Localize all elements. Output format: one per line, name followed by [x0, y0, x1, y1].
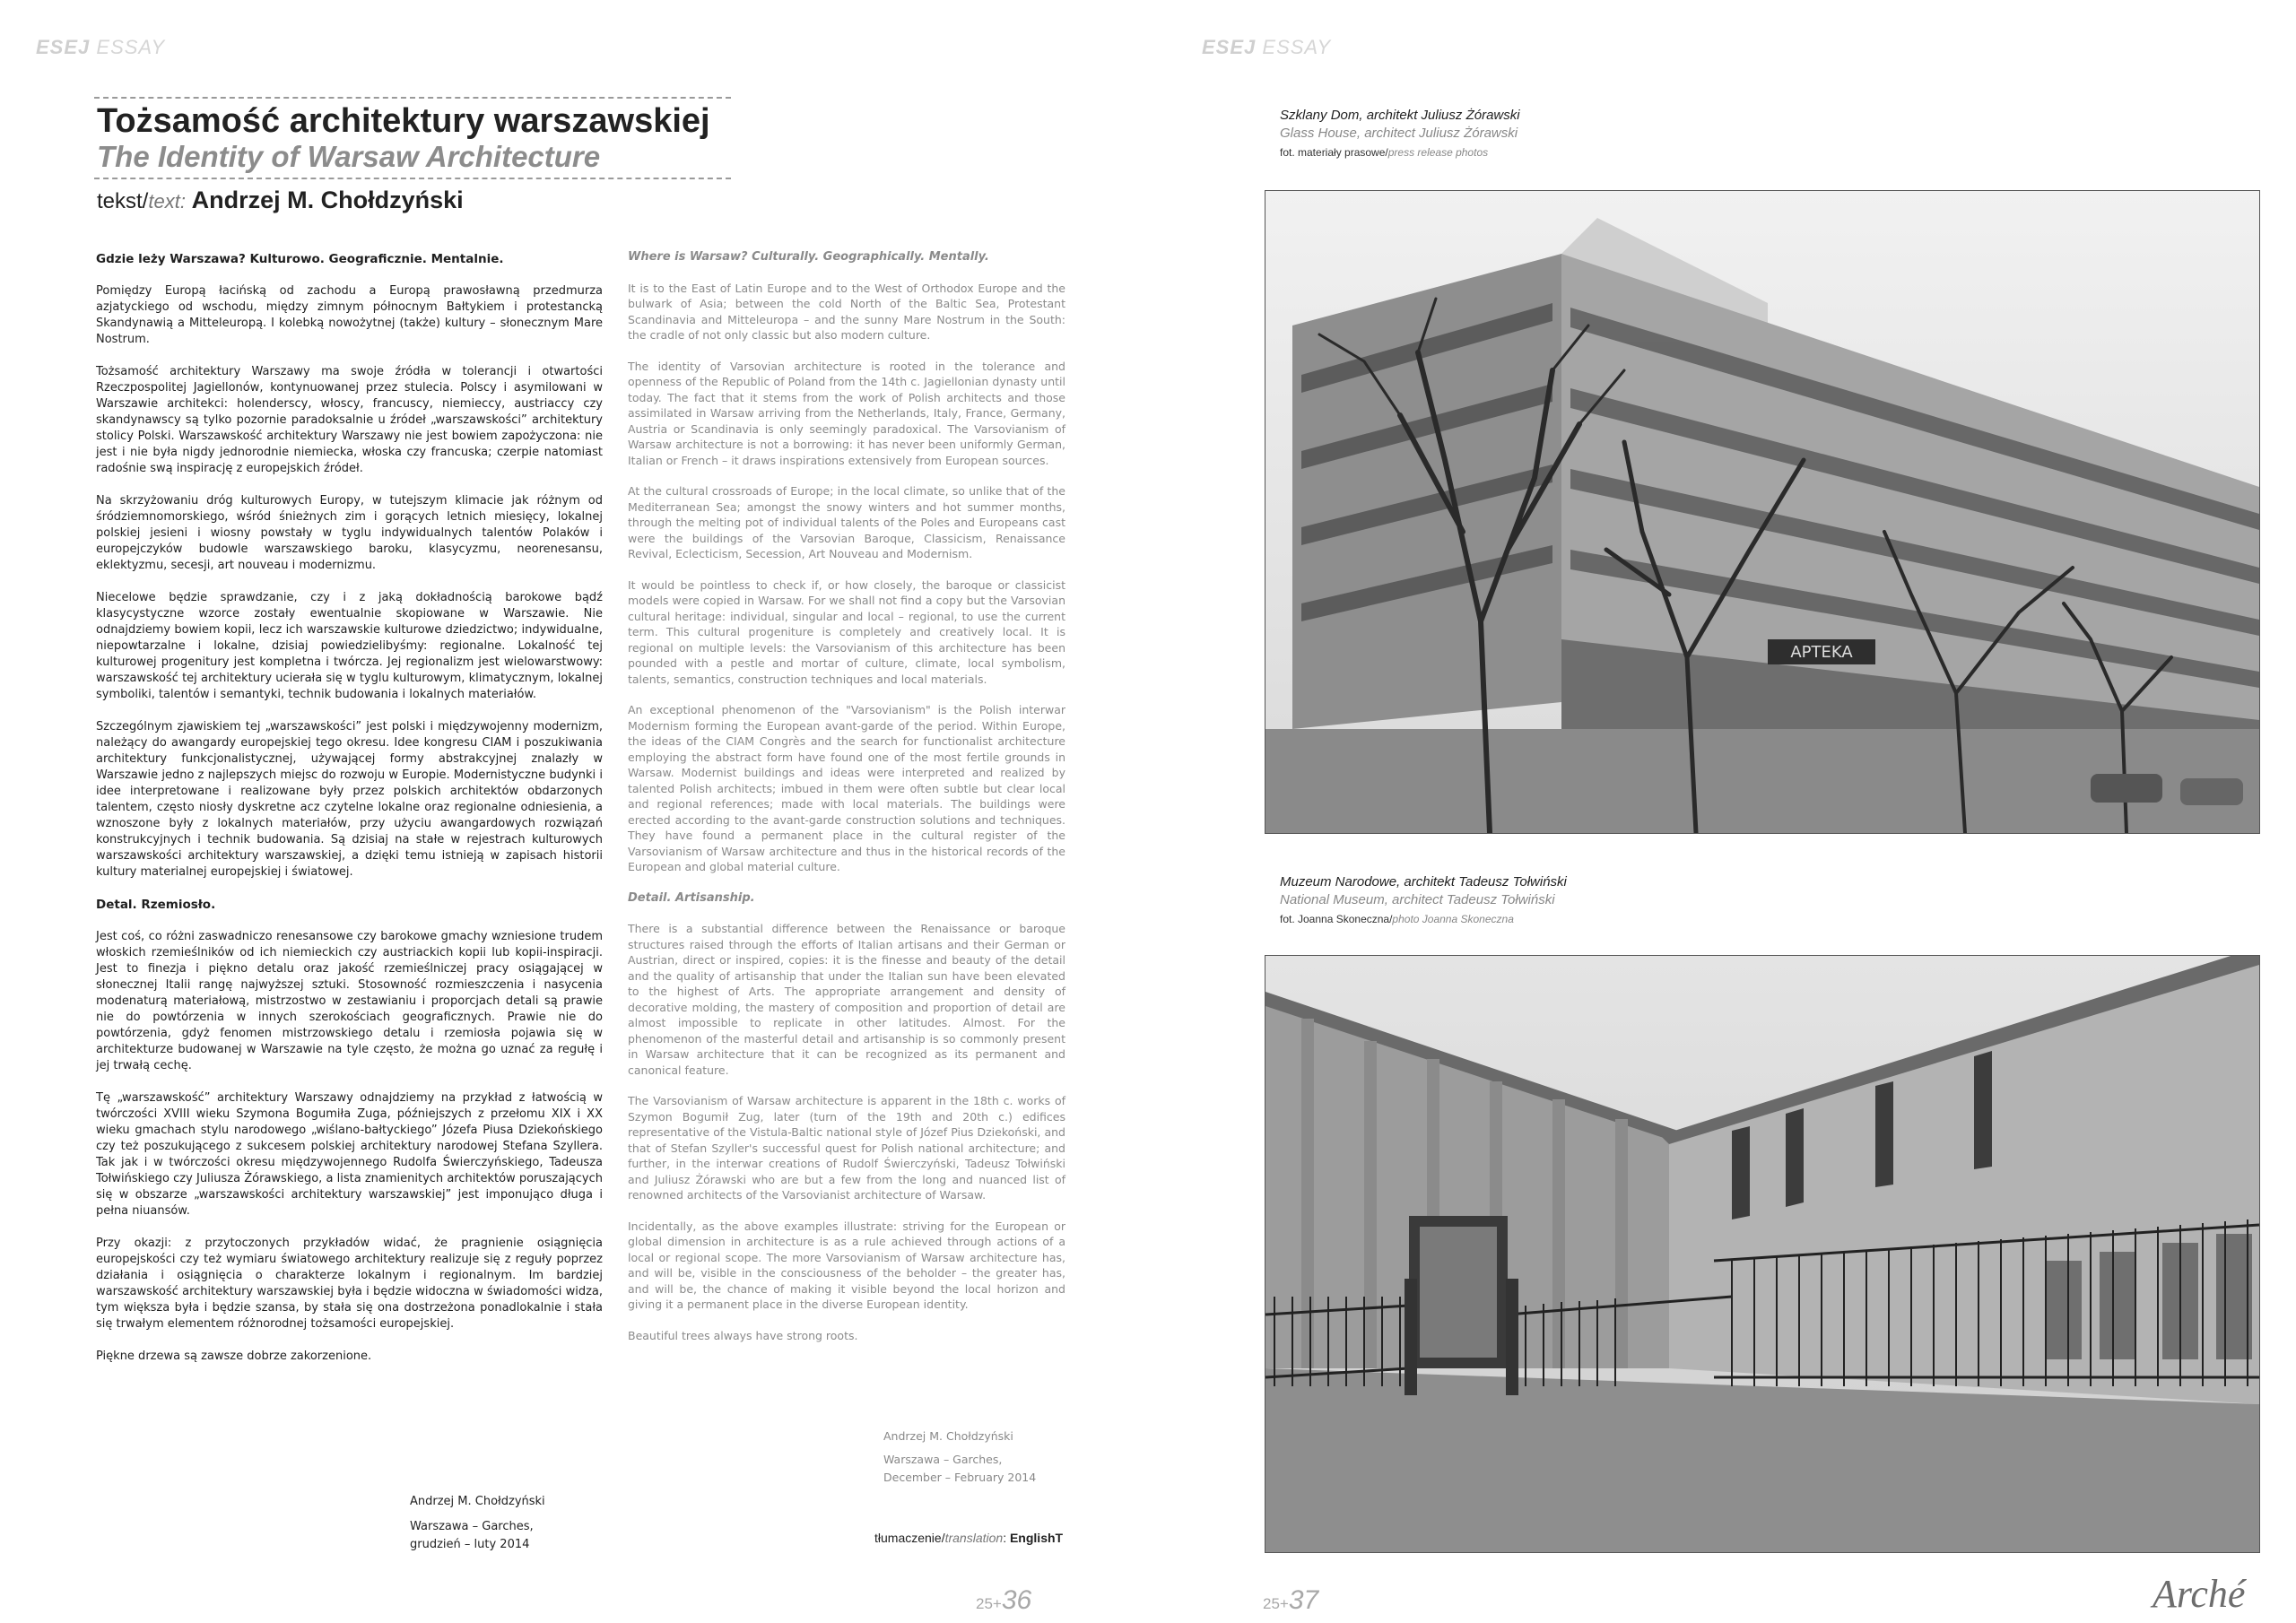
- pl-signature-date: grudzień – luty 2014: [410, 1538, 530, 1551]
- en-paragraph-6: There is a substantial difference between the Renaissance or baroque structures raised through the efforts of Italian artisans and their German or Austrian, direct or inspired, copies: it is the finesse and beauty of the detail and the quality of artisanship that under the Italian sun have been elevated to the highest of Arts. The appropriate arrangement and density of decorative molding, the mastery of composition and proportion of detail are almost impossible to replicate in other latitudes. Almost. For the phenomenon of the masterful detail and artisanship is so commonly present in Warsaw architecture that it can be recognized as its permanent and canonical feature.: [628, 922, 1065, 1077]
- en-paragraph-9: Beautiful trees always have strong roots.: [628, 1328, 858, 1342]
- author-label-en: text:: [148, 190, 186, 213]
- arche-logo: Arché: [2152, 1572, 2246, 1616]
- pl-paragraph-6: Jest coś, co różni zaswadniczo renesansowe czy barokowe gmachy wzniesione trudem włoskich rzemieślników od ich niemieckich czy austriackich kopii lub kopii-inspiracji. Jest to finezja i piękno detalu oraz jakość rzemieślniczej pracy osiągającej w słonecznej Italii rangę najwyższej sztuki. Stosowność rozmieszczenia i nasycenia modenaturą materiałową, mistrzostwo w zestawianiu i proporcjach detali są prawie nie do powtórzenia w innych szerokościach geograficznych. Prawie nie do powtórzenia, gdyż fenomen mistrzowskiego detalu i rzemiosła pojawia się w architekturze budowanej w Warszawie na tyle często, że można go uznać za regułę i jej trwałą cechę.: [96, 930, 603, 1072]
- translation-label-en: translation: [944, 1531, 1004, 1545]
- en-heading-2: Detail. Artisanship.: [628, 890, 755, 905]
- article-title-en: The Identity of Warsaw Architecture: [97, 140, 601, 173]
- photo2-credit-en: photo Joanna Skoneczna: [1392, 913, 1514, 925]
- pl-paragraph-3: Na skrzyżowaniu dróg kulturowych Europy, w tutejszym klimacie jak różnym od śródziemnomorskiego, wśród śnieżnych zim i gorących letnich miesięcy, lokalnej polskiej jesieni i wiosny powstały w tyglu indywidualnych talentów Polaków i europejczyków budowle warszawskiego baroku, klasycyzmu, neorenesansu, eklektyzmu, secesji, art nouveau i modernizmu.: [96, 494, 603, 572]
- glass-house-photo: [1265, 190, 2260, 834]
- page-number-right-prefix: 25+: [1263, 1595, 1289, 1612]
- page-number-left-value: 36: [1001, 1585, 1032, 1615]
- pl-signature-place: Warszawa – Garches,: [410, 1520, 534, 1533]
- translation-separator: :: [1003, 1531, 1010, 1545]
- photo2-credit-pl: fot. Joanna Skoneczna/: [1280, 913, 1393, 925]
- section-tag-right: [1202, 36, 1331, 59]
- section-tag-en-right: ESSAY: [1262, 36, 1332, 58]
- en-signature: [883, 1428, 1081, 1487]
- pl-paragraph-1: Pomiędzy Europą łacińską od zachodu a Europą prawosławną przedmurza azjatyckiego od wschodu, między zimnym północnym Bałtykiem i protestancką Skandynawią a Mitteleuropą. I kolebką nowożytnej (także) kultury – słonecznym Mare Nostrum.: [96, 284, 603, 346]
- en-paragraph-3: At the cultural crossroads of Europe; in the local climate, so unlike that of the Mediterranean Sea; amongst the snowy winters and hot summer months, through the melting pot of individual talents of the Poles and Europeans cast were the buildings of the Varsovian Baroque, Classicism, Renaissance Revival, Eclecticism, Secession, Art Nouveau and Modernism.: [628, 484, 1065, 560]
- author-name: Andrzej M. Chołdzyński: [191, 187, 464, 213]
- translator-name: EnglishT: [1009, 1531, 1064, 1545]
- pl-heading-2: Detal. Rzemiosło.: [96, 898, 216, 912]
- en-heading-1: Where is Warsaw? Culturally. Geographically. Mentally.: [628, 250, 989, 264]
- apteka-sign: APTEKA: [1790, 643, 1853, 662]
- en-signature-date: December – February 2014: [883, 1471, 1037, 1484]
- photo2-caption: [1280, 874, 1567, 925]
- pl-paragraph-8: Przy okazji: z przytoczonych przykładów widać, że pragnienie osiągnięcia europejskości czy też wymiaru światowego architektury realizuje się z reguły poprzez działania i osiągnięcia o charakterze lokalnym i regionalnym. Im bardziej warszawskość architektury warszawskiej była i będzie widoczna w świadomości widza, tym większa była i będzie szansa, by stała się ona dostrzeżona ponadlokalnie i stała się trwałym elementem różnorodnej tożsamości europejskiej.: [96, 1237, 603, 1331]
- pl-heading-1: Gdzie leży Warszawa? Kulturowo. Geograficznie. Mentalnie.: [96, 252, 504, 266]
- photo2-caption-en: National Museum, architect Tadeusz Tołwiński: [1280, 892, 1555, 907]
- page-number-right: [1263, 1585, 1318, 1616]
- pl-paragraph-7: Tę „warszawskość” architektury Warszawy odnajdziemy na przykład z łatwością w twórczości XVIII wieku Szymona Bogumiła Zuga, późniejszych z przełomu XIX i XX wieku gmachach stylu narodowego „wiślano-bałtyckiego” Józefa Piusa Dziekońskiego czy też poszukującego z sukcesem polskiej architektury narodowej Stefana Szyllera. Tak jak i w twórczości okresu międzywojennego Rudolfa Świerczyńskiego, Tadeusza Tołwińskiego czy Juliusza Żórawskiego, a lista znamienitych architektów poruszających się w obszarze „warszawskości architektury warszawskiej” jest imponująco długa i pełna niuansów.: [96, 1091, 603, 1218]
- photo1-credit-pl: fot. materiały prasowe/: [1280, 146, 1388, 159]
- en-paragraph-4: It would be pointless to check if, or how closely, the baroque or classicist models were copied in Warsaw. For we shall not find a copy but the Varsovian cultural heritage: individual, singular and local – regional, to use the current term. This cultural progeniture is completely and creatively local. It is regional on multiple levels: the Varsovianism of this architecture has been pounded with a pestle and mortar of culture, climate, local symbolism, talents, semantics, construction techniques and local materials.: [628, 577, 1065, 686]
- pl-paragraph-9: Piękne drzewa są zawsze dobrze zakorzenione.: [96, 1350, 372, 1363]
- pl-signature: [410, 1493, 607, 1554]
- pl-paragraph-5: Szczególnym zjawiskiem tej „warszawskości” jest polski i międzywojenny modernizm, należący do awangardy europejskiej tego okresu. Idee kongresu CIAM i poszukiwania architektury funkcjonalistycznej, używającej formy abstrakcyjnej znalazły w Warszawie jedno z najlepszych miejsc do rozwoju w Europie. Modernistyczne budynki i idee interpretowane i realizowane były przez polskich architektów obdarzonych talentem, często niosły dyskretne acz czytelne lokalne oraz regionalne odniesienia, a wznoszone były z lokalnych materiałów, przy użyciu awangardowych rozwiązań konstrukcyjnych i technik budowania. Są dzisiaj na stałe w rejestrach kulturowych warszawskości architektury warszawskiej, a dzięki temu istnieją w zapisach historii kultury materialnej europejskiej i światowej.: [96, 720, 603, 879]
- en-paragraph-1: It is to the East of Latin Europe and to the West of Orthodox Europe and the bulwark of Asia; between the cold North of the Baltic Sea, Protestant Scandinavia and Mitteleuropa – and the sunny Mare Nostrum in the South: the cradle of not only classic but also modern culture.: [628, 281, 1065, 342]
- national-museum-image: [1265, 956, 2259, 1552]
- pl-signature-name: Andrzej M. Chołdzyński: [410, 1495, 545, 1508]
- article-title-pl: Tożsamość architektury warszawskiej: [97, 102, 710, 140]
- en-paragraph-7: The Varsovianism of Warsaw architecture is apparent in the 18th c. works of Szymon Bogumił Zug, later (turn of the 19th and 20th c.) edifices representative of the Vistula-Baltic national style of Józef Pius Dziekoński, and that of Stefan Szyller's successful quest for Polish national architecture; and further, in the interwar creations of Rudolf Świerczyński, Tadeusz Tołwiński and Juliusz Żórawski who are but a few from the long and nuanced list of renowned architects of the Varsovianist architecture of Warsaw.: [628, 1094, 1065, 1202]
- page-number-right-value: 37: [1288, 1585, 1319, 1615]
- photo2-credit: [1280, 913, 1567, 925]
- polish-text-column: [96, 251, 603, 1381]
- national-museum-photo: [1265, 955, 2260, 1553]
- photo1-credit: [1280, 146, 1520, 159]
- pl-paragraph-4: Niecelowe będzie sprawdzanie, czy i z jaką dokładnością barokowe bądź klasycystyczne wzorce zostały ewentualnie skopiowane w Warszawie. Nie odnajdziemy bowiem kopii, lecz ich warszawskie kulturowe dziedzictwo; indywidualne, niepowtarzalne i lokalne, dzisiaj powiedzielibyśmy: regionalne. Lokalność tej kulturowej progenitury jest kompletna i twórcza. Jej regionalizm jest wielowarstwowy: warszawskość tej architektury ucierała się w tyglu kulturowym, klimatycznym, lokalnej symboliki, talentów i semantyki, technik budowania i lokalnych materiałów.: [96, 591, 603, 701]
- title-bottom-rule: [94, 178, 731, 179]
- section-tag-en: ESSAY: [96, 36, 166, 58]
- en-signature-place: Warszawa – Garches,: [883, 1453, 1003, 1466]
- title-top-rule: [94, 97, 731, 99]
- section-tag-pl-right: ESEJ: [1202, 36, 1257, 58]
- en-paragraph-2: The identity of Varsovian architecture is rooted in the tolerance and openness of the Republic of Poland from the 14th c. Jagiellonian dynasty until today. The fact that it stems from the work of Polish architects and those assimilated in Warsaw arriving from the Netherlands, Italy, France, Germany, Austria or Scandinavia is only seemingly paradoxical. The Varsovianism of Warsaw architecture is not a borrowing: it has never been uniformly German, Italian or French – it draws inspirations extensively from European sources.: [628, 359, 1065, 467]
- en-paragraph-8: Incidentally, as the above examples illustrate: striving for the European or global dimension in architecture is as a rule achieved through actions of a local or regional scope. The more Varsovianism of Warsaw architecture has, and will be, visible in the consciousness of the beholder – the greater has, and will be, the chance of making it visible beyond the local horizon and giving it a permanent place in the diverse European identity.: [628, 1219, 1065, 1311]
- translation-credit: [874, 1531, 1063, 1545]
- author-label-pl: tekst/: [97, 189, 149, 213]
- page-number-left: [976, 1585, 1031, 1616]
- en-paragraph-5: An exceptional phenomenon of the "Varsovianism" is the Polish interwar Modernism forming the European avant-garde of the period. Within Europe, the ideas of the CIAM Congrès and the search for functionalist architecture employing the abstract form have found one of the most fertile grounds in Warsaw. Modernist buildings and ideas were interpreted and realized by talented Polish architects; imbued in them were often subtle but clear local and regional references; made with local materials. The buildings were erected according to the avant-garde construction solutions and techniques. They have found a permanent place in the cultural register of the Varsovianism of Warsaw architecture and thus in the historical records of the European and global material culture.: [628, 703, 1065, 873]
- section-tag-pl: ESEJ: [36, 36, 91, 58]
- translation-label-pl: tłumaczenie/: [874, 1531, 945, 1545]
- photo2-caption-pl: Muzeum Narodowe, architekt Tadeusz Tołwiński: [1280, 874, 1567, 890]
- section-tag-left: [36, 36, 165, 59]
- photo1-caption-pl: Szklany Dom, architekt Juliusz Żórawski: [1280, 108, 1520, 123]
- english-text-column: [628, 249, 1065, 1358]
- page-number-left-prefix: 25+: [976, 1595, 1002, 1612]
- glass-house-image: [1265, 191, 2259, 833]
- photo1-caption-en: Glass House, architect Juliusz Żórawski: [1280, 126, 1518, 141]
- author-line: [97, 187, 464, 214]
- en-signature-name: Andrzej M. Chołdzyński: [883, 1429, 1013, 1443]
- pl-paragraph-2: Tożsamość architektury Warszawy ma swoje źródła w tolerancji i otwartości Rzeczpospolitej Jagiellonów, kontynuowanej przez stulecia. Polscy i asymilowani w Warszawie architekci: holenderscy, włoscy, francuscy, niemieccy, austriaccy czy skandynawscy są tylko pozornie paradoksalnie u źródeł „warszawskości” architektury stolicy Polski. Warszawskość architektury Warszawy nie jest bowiem zapożyczona: nie jest i nie była nigdy jednorodnie niemiecka, włoska czy francuska; czerpie natomiast radośnie swą inspirację z europejskich źródeł.: [96, 365, 603, 475]
- photo1-caption: [1280, 108, 1520, 159]
- photo1-credit-en: press release photos: [1387, 146, 1489, 159]
